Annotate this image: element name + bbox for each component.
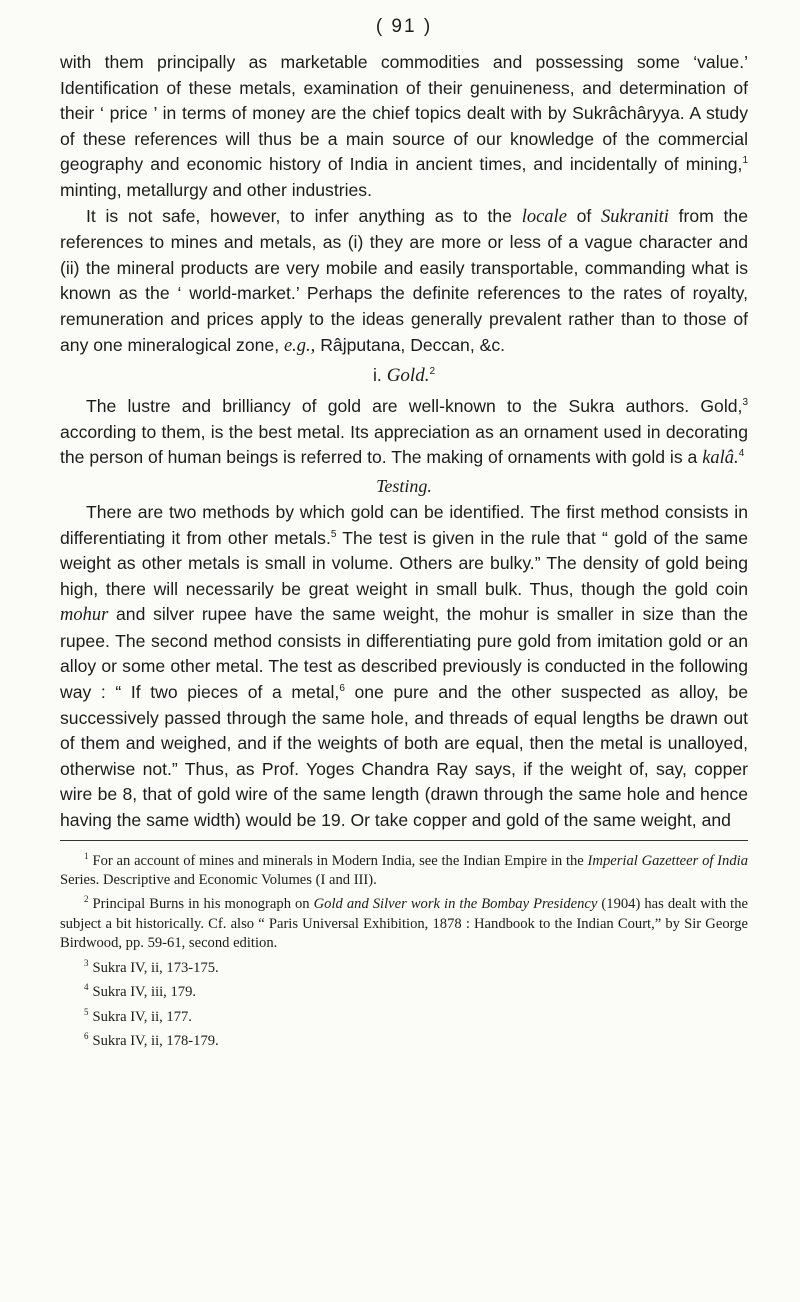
footnote-ref: 4 (738, 448, 745, 460)
text-run: from the references to mines and metals, as (i) they are more or less of a vague character and (ii) the mineral products are very mobile and easily transportable, commanding what is known as the ‘ world-market.’ Perhaps the definite references to the rates of royalty, remuneration and prices apply to the ideas generally prevalent rather than to those of any one mineralogical zone, (60, 205, 749, 355)
text-run: It is not safe, however, to infer anything as to the (86, 205, 522, 226)
subheading-testing: Testing. (376, 475, 432, 496)
page (60, 12, 748, 1051)
footnote (60, 1003, 748, 1027)
footnote-text: (1904) has dealt with the subject a bit historically. Cf. also “ Paris Universal Exhibition, 1878 : Handbook to the Indian Court,” by Sir George Birdwood, pp. 59-61, second edition. (60, 896, 748, 952)
footnote-mark: 4 (84, 982, 89, 993)
footnote-text: For an account of mines and minerals in Modern India, see the Indian Empire in the (92, 852, 588, 869)
paragraph-locale (60, 204, 748, 360)
footnote-italic: Imperial Gazetteer of India (587, 852, 748, 869)
footnote-ref: 2 (429, 366, 435, 378)
section-number: i. (373, 365, 382, 386)
footnote-divider (60, 840, 748, 841)
text-run: of (566, 205, 602, 226)
footnote-mark: 1 (84, 850, 89, 861)
footnote-italic: Gold and Silver work in the Bombay Presidency (313, 896, 598, 913)
footnote (60, 847, 748, 891)
paragraph-lustre (60, 394, 748, 472)
italic-mohur: mohur (60, 605, 109, 626)
text-run: There are two methods by which gold can be identified. The first method consists in differentiating it from other metals. (60, 501, 748, 548)
text-run: and silver rupee have the same weight, the mohur is smaller in size than the rupee. The second method consists in differentiating pure gold from imitation gold or an alloy or some other metal. The test as described previously is conducted in the following way : “ If two pieces of a metal, (60, 604, 748, 703)
text-run: Râjputana, Deccan, &c. (315, 334, 506, 355)
italic-eg: e.g., (283, 335, 316, 356)
footnote-ref: 1 (742, 155, 748, 167)
page-number: ( 91 ) (375, 16, 433, 37)
paragraph-testing (60, 500, 748, 834)
footnote-text: Sukra IV, ii, 173-175. (92, 959, 219, 976)
italic-sukraniti: Sukraniti (601, 206, 669, 227)
footnotes (60, 847, 748, 1052)
section-title: Gold. (386, 365, 430, 387)
intro-text: with them principally as marketable commodities and possessing some ‘value.’ Identification of these metals, examination of their genuineness, and determination of their ‘ price ’ in terms of money are the chief topics dealt with by Sukrâchâryya. A study of these references will thus be a main source of our knowledge of the commercial geography and economic history of India in ancient times, and incidentally of mining, (60, 52, 748, 175)
main-text (60, 50, 748, 834)
footnote-ref: 5 (330, 528, 337, 540)
paragraph-intro (60, 50, 748, 204)
italic-kala: kalâ. (702, 448, 739, 469)
text-run: The lustre and brilliancy of gold are well-known to the Sukra authors. Gold, (86, 396, 743, 417)
footnote-ref: 3 (742, 397, 748, 409)
intro-tail: minting, metallurgy and other industries. (60, 179, 372, 200)
footnote-text: Sukra IV, iii, 179. (92, 984, 197, 1001)
footnote (60, 978, 748, 1002)
footnote-text: Sukra IV, ii, 177. (92, 1008, 192, 1025)
italic-locale: locale (521, 206, 567, 227)
footnote-mark: 2 (84, 894, 89, 905)
footnote-mark: 5 (84, 1006, 89, 1017)
footnote-text: Sukra IV, ii, 178-179. (92, 1032, 219, 1049)
footnote (60, 890, 748, 953)
text-run: according to them, is the best metal. Its appreciation as an ornament used in decorating the person of human beings is referred to. The making of ornaments with gold is a (60, 421, 748, 468)
section-heading (60, 361, 748, 390)
text-run: one pure and the other suspected as alloy, be successively passed through the same hole, and threads of equal lengths be drawn out of them and weighed, and if the weights of both are equal, then the metal is unalloyed, otherwise not.” Thus, as Prof. Yoges Chandra Ray says, if the weight of, say, copper wire be 8, that of gold wire of the same length (drawn through the same hole and hence having the same width) would be 19. Or take copper and gold of the same weight, and (60, 682, 748, 831)
footnote-mark: 6 (84, 1030, 89, 1041)
footnote-text: Principal Burns in his monograph on (92, 896, 314, 913)
footnote-text: Series. Descriptive and Economic Volumes (I and III). (60, 871, 377, 888)
footnote (60, 1027, 748, 1051)
footnote-mark: 3 (84, 957, 89, 968)
footnote-ref: 6 (339, 683, 345, 695)
footnote (60, 954, 748, 978)
text-run: The test is given in the rule that “ gold of the same weight as other metals is small in volume. Others are bulky.” The density of gold being high, there will necessarily be great weight in small bulk. Thus, though the gold coin (60, 527, 748, 599)
